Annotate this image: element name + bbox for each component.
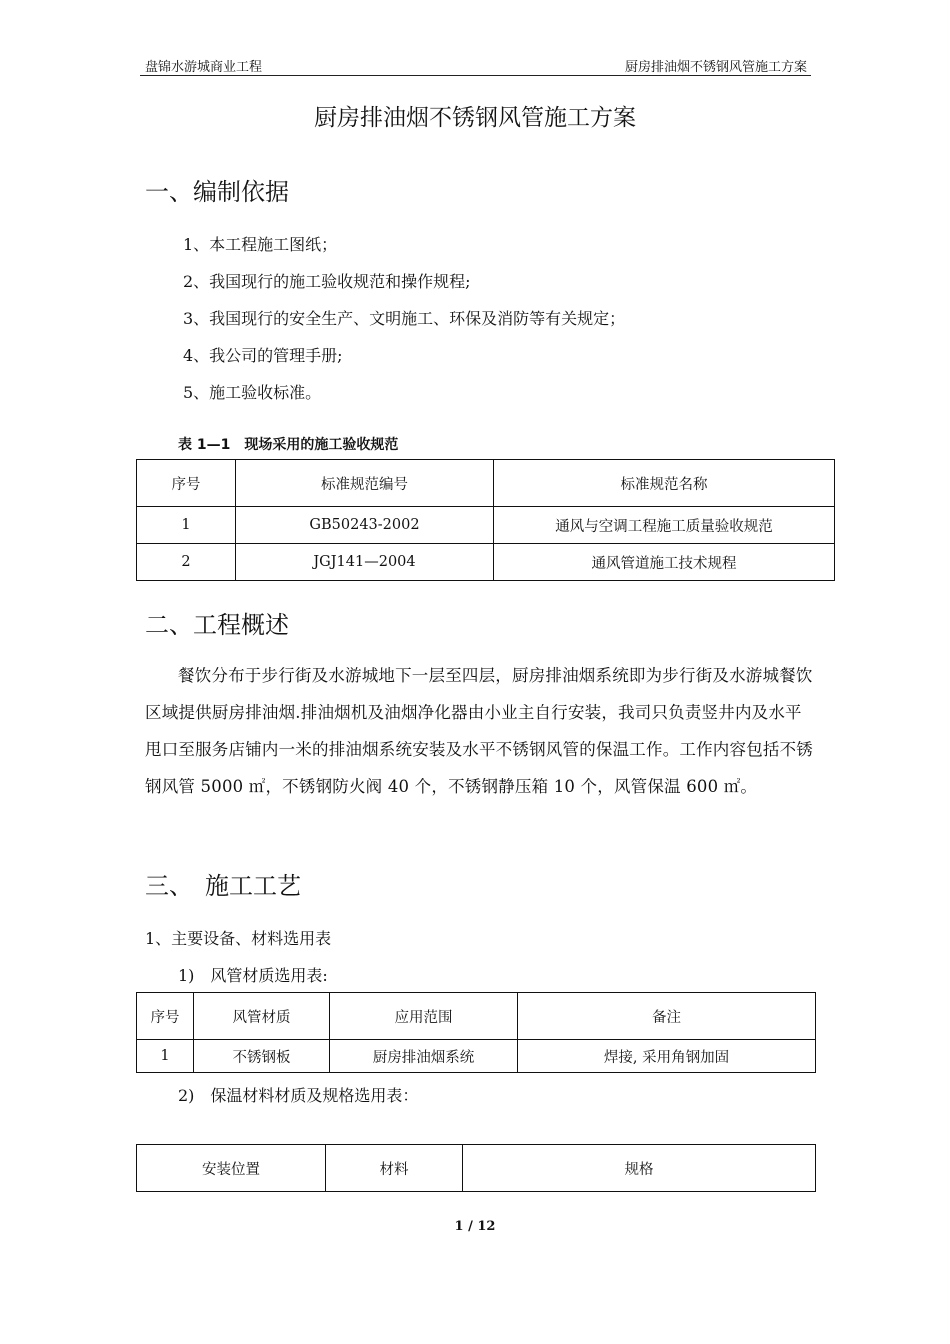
header-cell: 应用范围 <box>330 993 518 1040</box>
subsection-item: 1) 风管材质选用表: <box>178 966 328 985</box>
header-left: 盘锦水游城商业工程 <box>145 60 263 75</box>
standards-table <box>136 459 835 581</box>
list-item: 2、我国现行的施工验收规范和操作规程; <box>183 272 471 291</box>
subsection-title: 1、主要设备、材料选用表 <box>145 929 332 948</box>
page-number: 1 / 12 <box>454 1219 496 1234</box>
header-cell: 安装位置 <box>137 1145 326 1192</box>
list-item: 5、施工验收标准。 <box>183 383 322 402</box>
list-item: 1、本工程施工图纸； <box>183 235 338 254</box>
list-item: 3、我国现行的安全生产、文明施工、环保及消防等有关规定； <box>183 309 626 328</box>
header-cell: 标准规范名称 <box>494 460 835 507</box>
subsection-item: 2) 保温材料材质及规格选用表： <box>178 1086 419 1105</box>
header-cell: 序号 <box>137 993 194 1040</box>
table-cell: 1 <box>137 507 236 544</box>
table-row <box>137 507 835 544</box>
table-caption: 表 1—1 现场采用的施工验收规范 <box>178 437 399 453</box>
header-right: 厨房排油烟不锈钢风管施工方案 <box>624 60 807 75</box>
list-item: 4、我公司的管理手册; <box>183 346 343 365</box>
header-cell: 规格 <box>463 1145 816 1192</box>
table-cell: 1 <box>137 1040 194 1073</box>
insulation-table <box>136 1144 816 1192</box>
section1-heading: 一、编制依据 <box>145 178 289 206</box>
table-row <box>137 1040 816 1073</box>
header-cell: 材料 <box>326 1145 463 1192</box>
table-cell: 通风管道施工技术规程 <box>494 544 835 581</box>
table-cell: 焊接, 采用角钢加固 <box>518 1040 816 1073</box>
section2-heading: 二、工程概述 <box>145 611 289 639</box>
table-cell: 不锈钢板 <box>194 1040 330 1073</box>
header-cell: 序号 <box>137 460 236 507</box>
table-cell: 厨房排油烟系统 <box>330 1040 518 1073</box>
table-row <box>137 544 835 581</box>
document-title: 厨房排油烟不锈钢风管施工方案 <box>314 105 636 131</box>
header-cell: 标准规范编号 <box>236 460 494 507</box>
header-rule <box>140 75 811 76</box>
table-header-row <box>137 993 816 1040</box>
paragraph-text: 餐饮分布于步行街及水游城地下一层至四层，厨房排油烟系统即为步行街及水游城餐饮区域提供厨房排油烟.排油烟机及油烟净化器由小业主自行安装，我司只负责竖井内及水平甩口至服务店铺内一米的排油烟系统安装及水平不锈钢风管的保温工作。工作内容包括不锈钢风管 5000 ㎡，不锈钢防火阀 40 个，不锈钢静压箱 10 个，风管保温 600 ㎡。 <box>145 666 813 796</box>
header-cell: 风管材质 <box>194 993 330 1040</box>
section3-heading: 三、 施工工艺 <box>145 872 301 900</box>
table-header-row <box>137 460 835 507</box>
overview-paragraph <box>145 657 813 805</box>
duct-material-table <box>136 992 816 1073</box>
table-cell: 通风与空调工程施工质量验收规范 <box>494 507 835 544</box>
table-header-row <box>137 1145 816 1192</box>
table-cell: 2 <box>137 544 236 581</box>
table-cell: GB50243-2002 <box>236 507 494 544</box>
header-cell: 备注 <box>518 993 816 1040</box>
table-cell: JGJ141—2004 <box>236 544 494 581</box>
